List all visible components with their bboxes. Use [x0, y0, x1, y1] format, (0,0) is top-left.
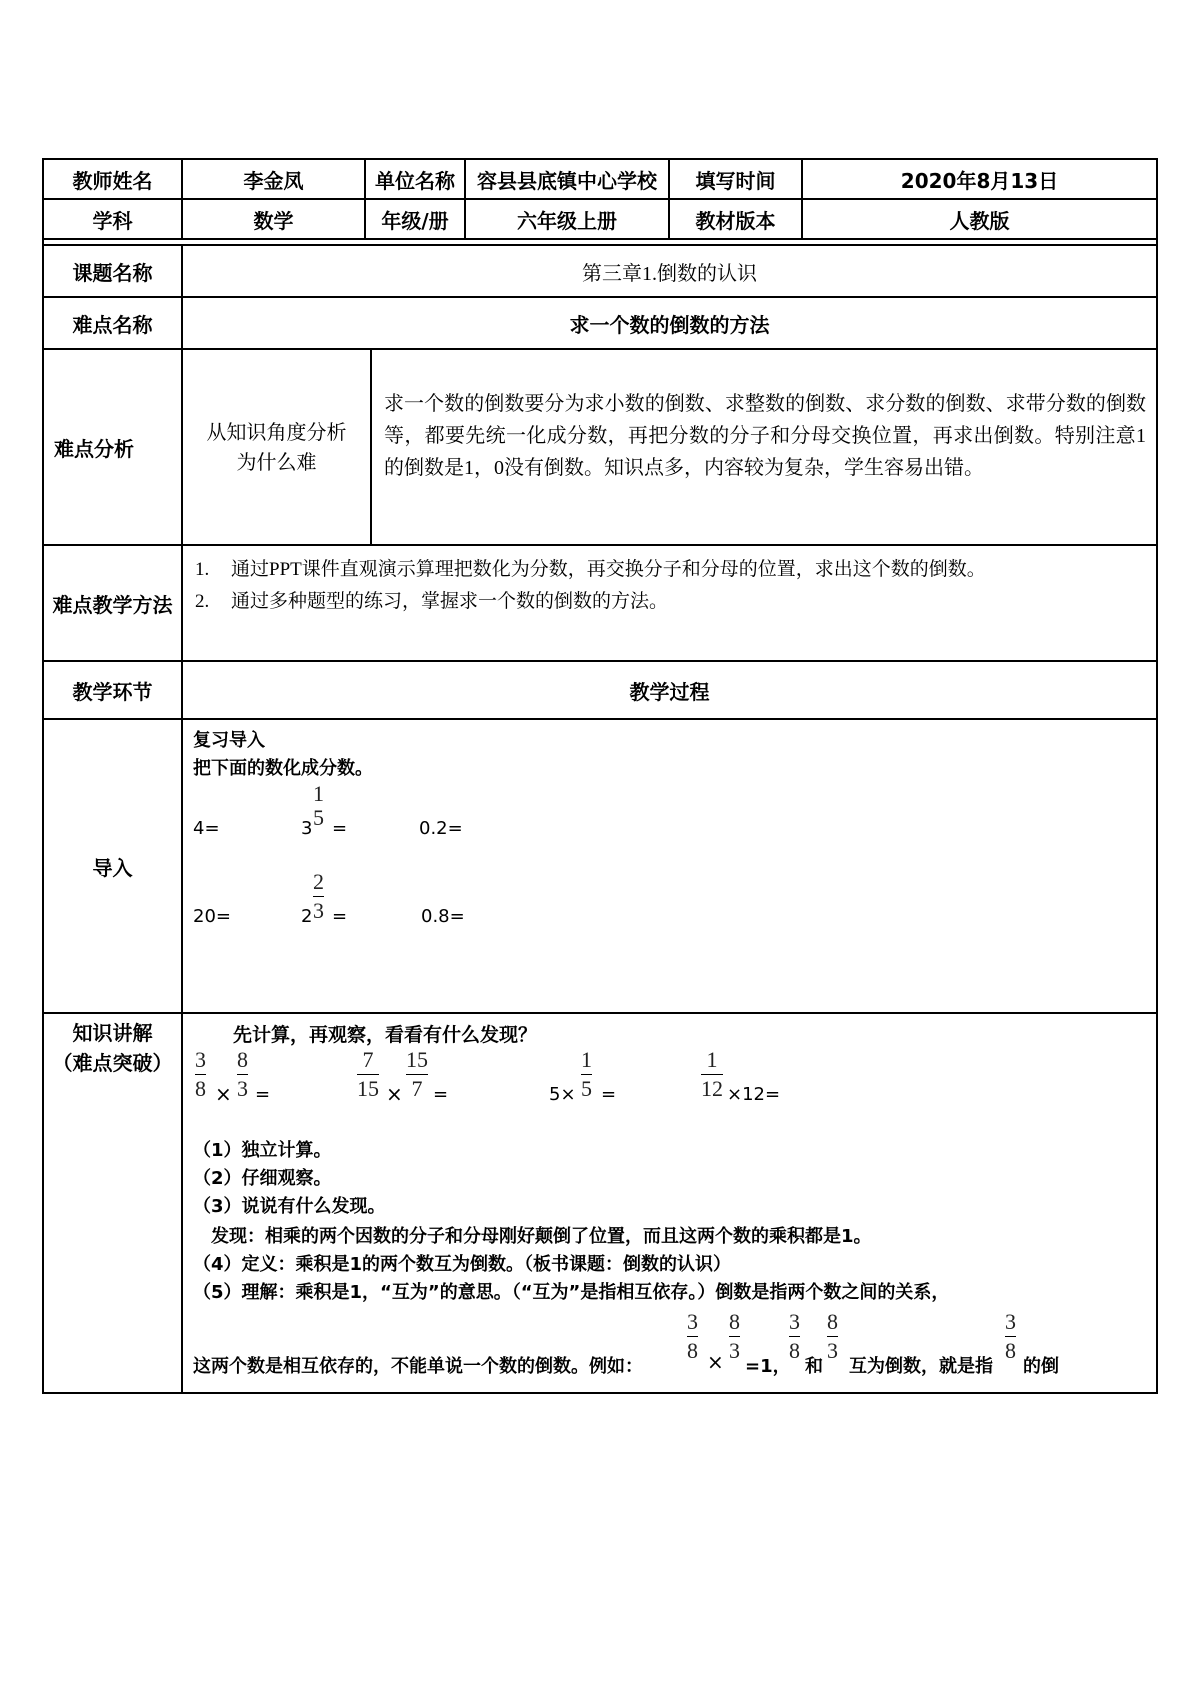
step-1: （1）独立计算。	[193, 1140, 332, 1161]
finding-text: 发现：相乘的两个因数的分子和分母刚好颠倒了位置，而且这两个数的乘积都是1。	[211, 1226, 872, 1247]
topic-value: 第三章1.倒数的认识	[182, 245, 1157, 297]
last-eq: =1，	[745, 1356, 791, 1377]
intro-q2-whole: 3	[301, 818, 313, 839]
analysis-row	[43, 349, 1157, 545]
info-row-2	[43, 199, 1157, 239]
subject-label: 学科	[43, 199, 182, 239]
expr2-frac2: 15 7	[406, 1047, 428, 1101]
intro-instruction: 把下面的数化成分数。	[193, 758, 373, 779]
expr1-eq: =	[255, 1084, 271, 1105]
intro-q6: 0.8=	[421, 906, 465, 927]
method-item: 2. 通过多种题型的练习，掌握求一个数的倒数的方法。	[195, 591, 669, 612]
teacher-label: 教师姓名	[43, 159, 182, 199]
method-list	[183, 546, 1156, 618]
expr1-frac2: 8 3	[237, 1047, 248, 1101]
unit-value: 容县县底镇中心学校	[465, 159, 669, 199]
expr3-pre: 5×	[549, 1084, 576, 1105]
last-line-part3: 的倒	[1023, 1356, 1059, 1377]
intro-row	[43, 719, 1157, 1013]
expr3-eq: =	[601, 1084, 617, 1105]
topic-label: 课题名称	[43, 245, 182, 297]
step-2: （2）仔细观察。	[193, 1168, 332, 1189]
process-header-row	[43, 661, 1157, 719]
intro-q5-eq: =	[332, 906, 348, 927]
intro-q1: 4=	[193, 818, 220, 839]
difficulty-value: 求一个数的倒数的方法	[182, 297, 1157, 349]
last-and: 和	[805, 1356, 823, 1377]
intro-q3: 0.2=	[419, 818, 463, 839]
method-label: 难点教学方法	[43, 545, 182, 661]
method-row	[43, 545, 1157, 661]
intro-q5-fraction: 2 3	[313, 869, 324, 923]
knowledge-sublabel: （难点突破）	[52, 1051, 173, 1075]
intro-q2-fraction: 1 5	[313, 781, 324, 830]
edition-label: 教材版本	[669, 199, 802, 239]
method-item: 1. 通过PPT课件直观演示算理把数化为分数，再交换分子和分母的位置，求出这个数的倒数。	[195, 559, 986, 580]
info-row-1	[43, 159, 1157, 199]
last-frac1: 3 8	[687, 1309, 698, 1363]
grade-value: 六年级上册	[465, 199, 669, 239]
step-5: （5）理解：乘积是1，“互为”的意思。（“互为”是指相互依存。）倒数是指两个数之间的关系，	[193, 1282, 950, 1303]
expr2-op: ×	[386, 1082, 403, 1106]
expr2-frac1: 7 15	[357, 1047, 379, 1101]
analysis-sublabel: 从知识角度分析为什么难	[183, 350, 371, 544]
intro-label: 导入	[43, 719, 182, 1013]
edition-value: 人教版	[802, 199, 1157, 239]
expr1-op: ×	[215, 1082, 232, 1106]
knowledge-label: 知识讲解	[72, 1021, 153, 1045]
last-frac5: 3 8	[1005, 1309, 1016, 1363]
last-frac4: 8 3	[827, 1309, 838, 1363]
intro-q2-eq: =	[332, 818, 348, 839]
process-stage-label: 教学环节	[43, 661, 182, 719]
difficulty-label: 难点名称	[43, 297, 182, 349]
last-frac2: 8 3	[729, 1309, 740, 1363]
last-line-part2: 互为倒数，就是指	[849, 1356, 993, 1377]
expr4-post: ×12=	[727, 1084, 781, 1105]
topic-row	[43, 245, 1157, 297]
analysis-text: 求一个数的倒数要分为求小数的倒数、求整数的倒数、求分数的倒数、求带分数的倒数等，都要先统一化成分数，再把分数的分子和分母交换位置，再求出倒数。特别注意1的倒数是1，0没有倒数。知识点多，内容较为复杂，学生容易出错。	[384, 393, 1146, 479]
last-times: ×	[707, 1350, 724, 1374]
grade-label: 年级/册	[365, 199, 465, 239]
step-3: （3）说说有什么发现。	[193, 1196, 386, 1217]
date-value: 2020年8月13日	[802, 159, 1157, 199]
intro-q4: 20=	[193, 906, 231, 927]
analysis-label: 难点分析	[43, 349, 182, 545]
last-line-part1: 这两个数是相互依存的，不能单说一个数的倒数。例如：	[193, 1356, 643, 1377]
lesson-plan-table	[42, 158, 1158, 1394]
process-title: 教学过程	[182, 661, 1157, 719]
intro-q5-whole: 2	[301, 906, 313, 927]
expr3-frac: 1 5	[581, 1047, 592, 1101]
knowledge-row	[43, 1013, 1157, 1393]
expr1-frac1: 3 8	[195, 1047, 206, 1101]
step-4: （4）定义：乘积是1的两个数互为倒数。（板书课题：倒数的认识）	[193, 1254, 732, 1275]
unit-label: 单位名称	[365, 159, 465, 199]
subject-value: 数学	[182, 199, 365, 239]
intro-title: 复习导入	[193, 730, 265, 751]
last-frac3: 3 8	[789, 1309, 800, 1363]
expr2-eq: =	[433, 1084, 449, 1105]
date-label: 填写时间	[669, 159, 802, 199]
teacher-value: 李金凤	[182, 159, 365, 199]
knowledge-prompt: 先计算，再观察，看看有什么发现？	[233, 1024, 538, 1046]
expr4-frac: 1 12	[701, 1047, 723, 1101]
difficulty-row	[43, 297, 1157, 349]
